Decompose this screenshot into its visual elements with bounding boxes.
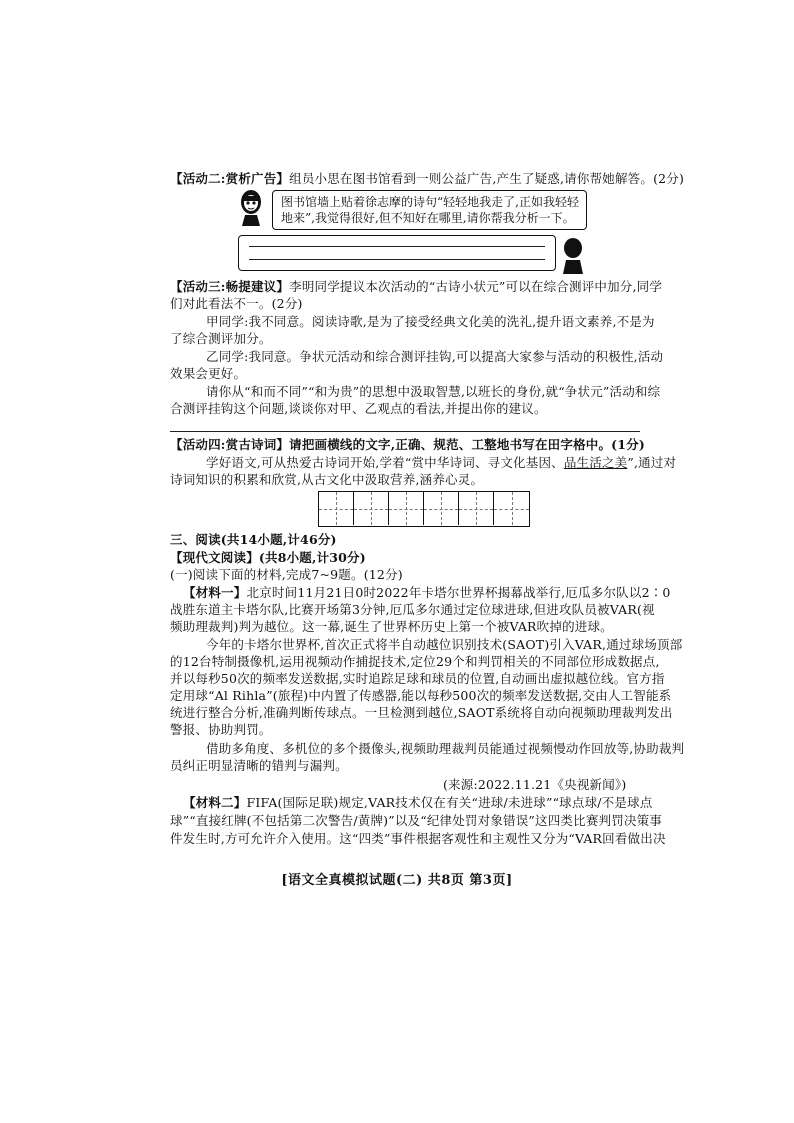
activity2-text: 组员小思在图书馆看到一则公益广告,产生了疑惑,请你帮她解答。(2分) [289,171,685,186]
material1-p2-line-5: 统进行整合分析,准确判断传球点。一旦检测到越位,SAOT系统将自动向视频助理裁判发出 [170,705,673,720]
grid-cell[interactable] [494,492,529,525]
material1-p2-line-3: 并以每秒50次的频率发送数据,实时追踪足球和球员的位置,自动画出虚拟越位线。官方指 [170,671,665,686]
grid-cell[interactable] [459,492,494,525]
activity3-heading: 【活动三:畅提建议】 [170,279,290,294]
material1-p2-line-1: 今年的卡塔尔世界杯,首次正式将半自动越位识别技术(SAOT)引入VAR,通过球场顶部 [206,637,683,652]
material2-text-1: FIFA(国际足联)规定,VAR技术仅在有关“进球/未进球”“球点球/不是球点 [246,795,653,810]
material1-text-1: 北京时间11月21日0时2022年卡塔尔世界杯揭幕战举行,厄瓜多尔队以2∶0 [246,585,671,600]
tianzige-grid[interactable] [318,491,530,527]
material2-label: 【材料二】 [183,795,247,810]
activity4-para-1a: 学好语文,可从热爱古诗词开始,学着“赏中华诗词、寻文化基因、 [206,455,564,470]
activity3-line-1 [170,278,662,295]
grid-cell[interactable] [319,492,354,525]
material1-p2-line-6: 警报、协助判罚。 [170,722,272,737]
yi-opinion-2: 效果会更好。 [170,366,247,381]
activity2-heading: 【活动二:赏析广告】 [170,171,290,186]
reading-part-1: (一)阅读下面的材料,完成7~9题。(12分) [170,567,403,582]
bubble-text-line-1: 图书馆墙上贴着徐志摩的诗句“轻轻地我走了,正如我轻轻 [281,195,579,209]
girl-avatar-icon [238,188,264,226]
material1-label: 【材料一】 [183,585,247,600]
activity4-line [170,436,645,453]
jia-opinion-2: 了综合测评加分。 [170,331,272,346]
material1-line-3: 频助理裁判)判为越位。这一幕,诞生了世界杯历史上第一个被VAR吹掉的进球。 [170,619,613,634]
reading-section-title: 三、阅读(共14小题,计46分) [170,532,337,547]
material2-line-2: 球”“直接红牌(不包括第二次警告/黄牌)”以及“纪律处罚对象错误”这四类比赛判罚决策事 [170,813,663,828]
answer-speech-bubble [238,235,556,271]
activity3-answer-line [170,431,640,432]
material1-p3-line-2: 员纠正明显清晰的错判与漏判。 [170,758,348,773]
material1-p2-line-4: 定用球“Al Rihla”(旅程)中内置了传感器,能以每秒500次的频率发送数据,交由人工智能系 [170,688,672,703]
yi-opinion-1: 乙同学:我同意。争状元活动和综合测评挂钩,可以提高大家参与活动的积极性,活动 [206,349,664,364]
material2-line-1 [183,794,652,811]
answer-blank-line-1 [249,246,545,247]
material1-p2-line-2: 的12台特制摄像机,运用视频动作捕捉技术,定位29个和判罚相关的不同部位形成数据点, [170,654,660,669]
activity4-para-1 [206,454,676,471]
material1-line-1 [183,584,671,601]
bubble-text-line-2: 地来”,我觉得很好,但不知好在哪里,请你帮我分析一下。 [281,211,575,225]
activity3-text-2: 们对此看法不一。(2分) [170,296,303,311]
activity4-para-1b: ”,通过对 [627,455,677,470]
activity3-ask-1: 请你从“和而不同”“和为贵”的思想中汲取智慧,以班长的身份,就“争状元”活动和综 [206,384,661,399]
underlined-phrase: 品生活之美 [563,455,628,470]
question-speech-bubble [272,190,587,230]
material1-line-2: 战胜东道主卡塔尔队,比赛开场第3分钟,厄瓜多尔通过定位球进球,但进攻队员被VAR(视 [170,602,655,617]
answer-blank-line-2 [249,259,545,260]
material2-line-3: 件发生时,方可允许介入使用。这“四类”事件根据客观性和主观性又分为“VAR回看做出决 [170,831,666,846]
material1-source: (来源:2022.11.21《央视新闻》) [443,777,627,792]
grid-cell[interactable] [354,492,389,525]
material1-p3-line-1: 借助多角度、多机位的多个摄像头,视频助理裁判员能通过视频慢动作回放等,协助裁判 [206,741,685,756]
modern-reading-title: 【现代文阅读】(共8小题,计30分) [170,550,366,565]
activity4-para-2: 诗词知识的积累和欣赏,从古文化中汲取营养,涵养心灵。 [170,472,484,487]
activity4-heading: 【活动四:赏古诗词】 [170,437,290,452]
boy-avatar-icon [560,236,586,274]
activity4-text: 请把画横线的文字,正确、规范、工整地书写在田字格中。(1分) [289,437,646,452]
grid-cell[interactable] [389,492,424,525]
grid-cell[interactable] [424,492,459,525]
jia-opinion-1: 甲同学:我不同意。阅读诗歌,是为了接受经典文化美的洗礼,提升语文素养,不是为 [206,314,655,329]
activity3-text-1: 李明同学提议本次活动的“古诗小状元”可以在综合测评中加分,同学 [289,279,663,294]
page-footer: [语文全真模拟试题(二) 共8页 第3页] [281,873,513,888]
activity2-line [170,170,684,187]
activity3-ask-2: 合测评挂钩这个问题,谈谈你对甲、乙观点的看法,并提出你的建议。 [170,401,547,416]
